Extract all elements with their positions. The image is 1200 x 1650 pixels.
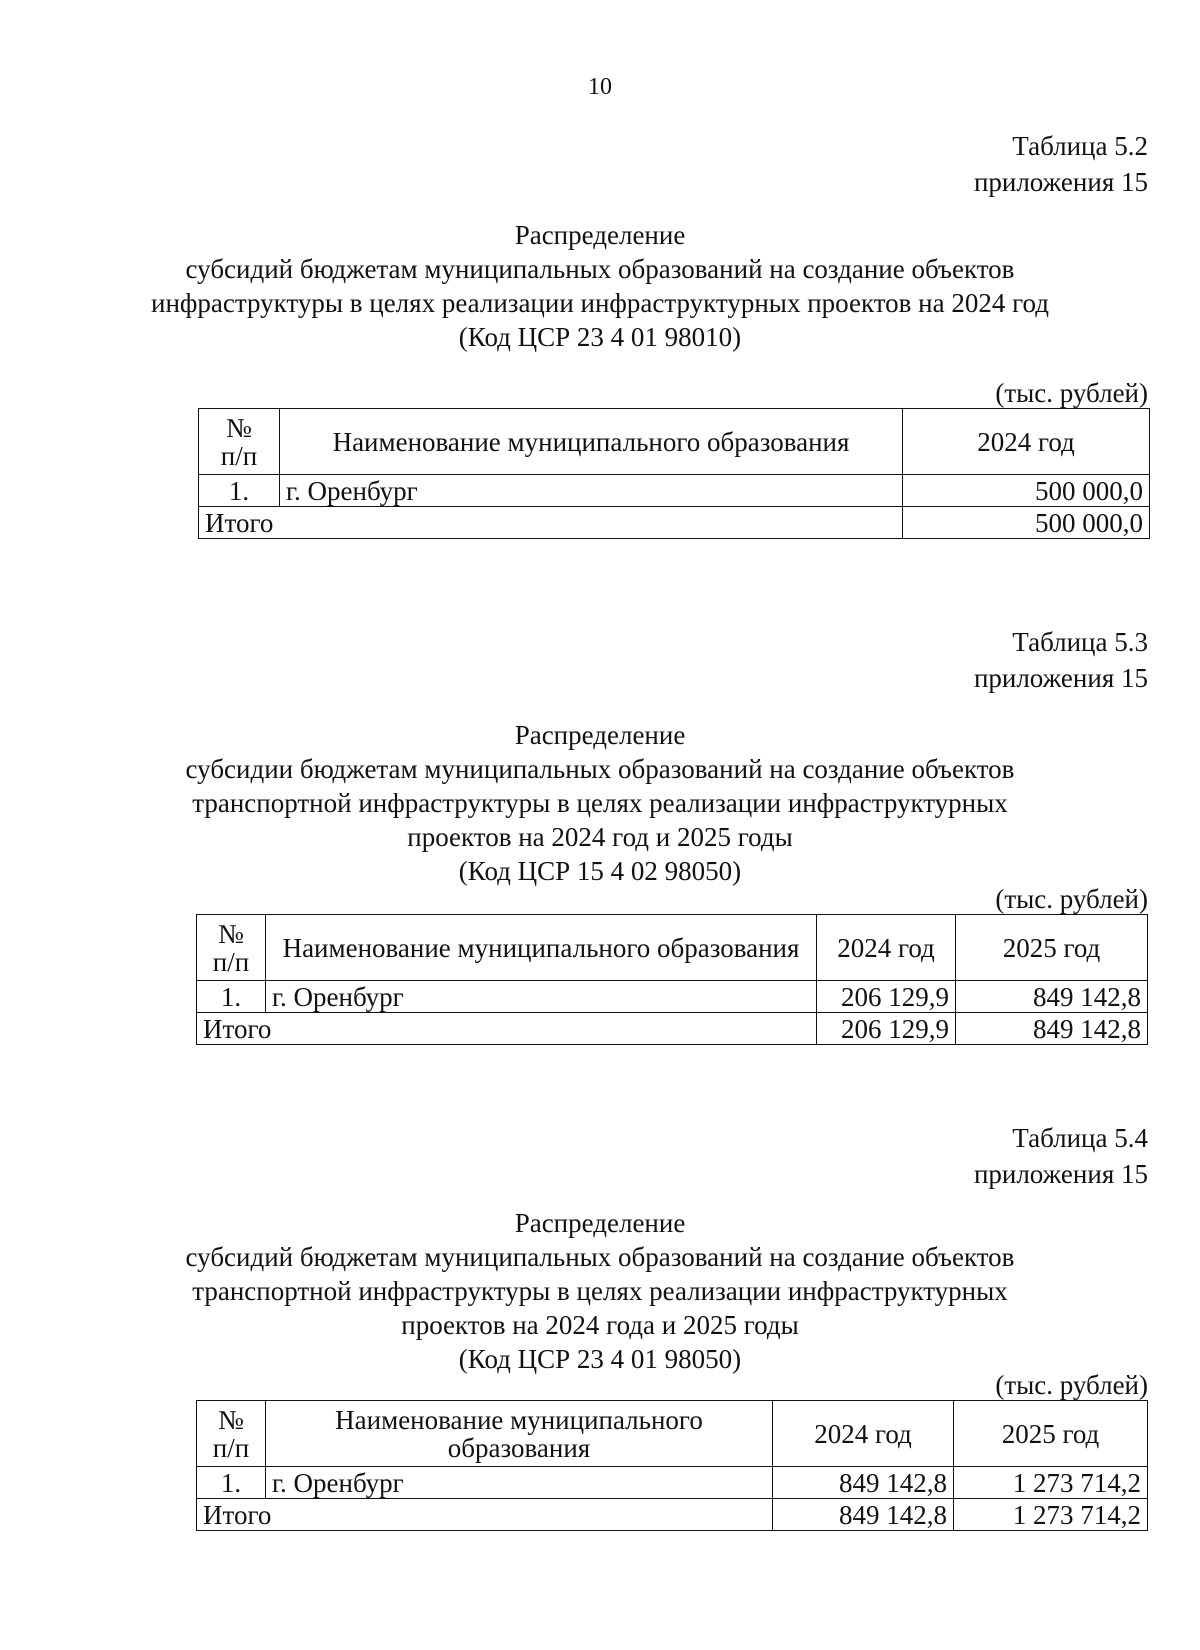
row-value-2024: 500 000,0 bbox=[903, 475, 1150, 507]
table-label-line2: приложения 15 bbox=[973, 1159, 1148, 1189]
col-header-number-line1: № bbox=[226, 412, 252, 443]
table-label-5-2 bbox=[974, 128, 1148, 200]
table-5-4 bbox=[196, 1400, 1148, 1531]
heading-line: Распределение bbox=[514, 720, 686, 750]
table-label-line2: приложения 15 bbox=[973, 167, 1148, 197]
total-row bbox=[197, 1499, 1148, 1531]
table-label-line1: Таблица 5.2 bbox=[1012, 131, 1148, 161]
table-row bbox=[197, 981, 1148, 1013]
heading-line: транспортной инфраструктуры в целях реализации инфраструктурных bbox=[192, 1276, 1008, 1306]
table-header-row bbox=[197, 1401, 1148, 1467]
total-label: Итого bbox=[199, 507, 903, 539]
table-header-row bbox=[197, 915, 1148, 981]
table-label-5-4 bbox=[974, 1120, 1148, 1192]
table-row bbox=[199, 475, 1150, 507]
row-municipality: г. Оренбург bbox=[280, 475, 903, 507]
row-municipality: г. Оренбург bbox=[266, 1467, 773, 1499]
table-5-2 bbox=[198, 408, 1150, 539]
col-header-name: Наименование муниципального образования bbox=[280, 409, 903, 475]
page-number: 10 bbox=[588, 74, 612, 100]
heading-line: (Код ЦСР 15 4 02 98050) bbox=[458, 856, 742, 886]
table-heading-5-3 bbox=[0, 718, 1200, 888]
col-header-name-line1: Наименование муниципального bbox=[335, 1404, 703, 1435]
total-value-2025: 849 142,8 bbox=[956, 1013, 1148, 1045]
row-index: 1. bbox=[197, 981, 266, 1013]
col-header-number bbox=[199, 409, 280, 475]
total-value-2025: 1 273 714,2 bbox=[954, 1499, 1148, 1531]
col-header-2025: 2025 год bbox=[956, 915, 1148, 981]
col-header-2024: 2024 год bbox=[817, 915, 956, 981]
heading-line: субсидий бюджетам муниципальных образований на создание объектов bbox=[185, 1242, 1015, 1272]
total-value-2024: 849 142,8 bbox=[773, 1499, 954, 1531]
table-label-line1: Таблица 5.3 bbox=[1012, 627, 1148, 657]
units-label: (тыс. рублей) bbox=[995, 884, 1148, 914]
row-municipality: г. Оренбург bbox=[266, 981, 817, 1013]
heading-line: (Код ЦСР 23 4 01 98050) bbox=[458, 1344, 742, 1374]
total-value-2024: 500 000,0 bbox=[903, 507, 1150, 539]
heading-line: (Код ЦСР 23 4 01 98010) bbox=[458, 322, 742, 352]
table-heading-5-2 bbox=[0, 218, 1200, 354]
table-header-row bbox=[199, 409, 1150, 475]
units-label: (тыс. рублей) bbox=[995, 378, 1148, 408]
col-header-number-line1: № bbox=[218, 1404, 244, 1435]
table-row bbox=[197, 1467, 1148, 1499]
heading-line: проектов на 2024 года и 2025 годы bbox=[401, 1310, 799, 1340]
col-header-2025: 2025 год bbox=[954, 1401, 1148, 1467]
heading-line: субсидии бюджетам муниципальных образований на создание объектов bbox=[185, 754, 1015, 784]
heading-line: проектов на 2024 год и 2025 годы bbox=[407, 822, 793, 852]
table-label-line1: Таблица 5.4 bbox=[1012, 1123, 1148, 1153]
heading-line: Распределение bbox=[514, 220, 686, 250]
col-header-number-line2: п/п bbox=[212, 946, 250, 977]
row-value-2024: 849 142,8 bbox=[773, 1467, 954, 1499]
col-header-2024: 2024 год bbox=[773, 1401, 954, 1467]
table-label-5-3 bbox=[974, 624, 1148, 696]
col-header-name-line2: образования bbox=[447, 1432, 591, 1463]
heading-line: инфраструктуры в целях реализации инфраструктурных проектов на 2024 год bbox=[151, 288, 1049, 318]
table-label-line2: приложения 15 bbox=[973, 663, 1148, 693]
row-index: 1. bbox=[197, 1467, 266, 1499]
total-value-2024: 206 129,9 bbox=[817, 1013, 956, 1045]
col-header-number-line2: п/п bbox=[212, 1432, 250, 1463]
table-5-3 bbox=[196, 914, 1148, 1045]
row-index: 1. bbox=[199, 475, 280, 507]
col-header-number bbox=[197, 1401, 266, 1467]
heading-line: Распределение bbox=[514, 1208, 686, 1238]
col-header-name bbox=[266, 1401, 773, 1467]
units-label: (тыс. рублей) bbox=[995, 1370, 1148, 1400]
col-header-name: Наименование муниципального образования bbox=[266, 915, 817, 981]
table-heading-5-4 bbox=[0, 1206, 1200, 1376]
row-value-2025: 849 142,8 bbox=[956, 981, 1148, 1013]
row-value-2024: 206 129,9 bbox=[817, 981, 956, 1013]
col-header-number bbox=[197, 915, 266, 981]
row-value-2025: 1 273 714,2 bbox=[954, 1467, 1148, 1499]
total-label: Итого bbox=[197, 1499, 773, 1531]
total-label: Итого bbox=[197, 1013, 817, 1045]
col-header-2024: 2024 год bbox=[903, 409, 1150, 475]
heading-line: субсидий бюджетам муниципальных образований на создание объектов bbox=[185, 254, 1015, 284]
total-row bbox=[197, 1013, 1148, 1045]
col-header-number-line2: п/п bbox=[220, 440, 258, 471]
col-header-number-line1: № bbox=[218, 918, 244, 949]
total-row bbox=[199, 507, 1150, 539]
heading-line: транспортной инфраструктуры в целях реализации инфраструктурных bbox=[192, 788, 1008, 818]
